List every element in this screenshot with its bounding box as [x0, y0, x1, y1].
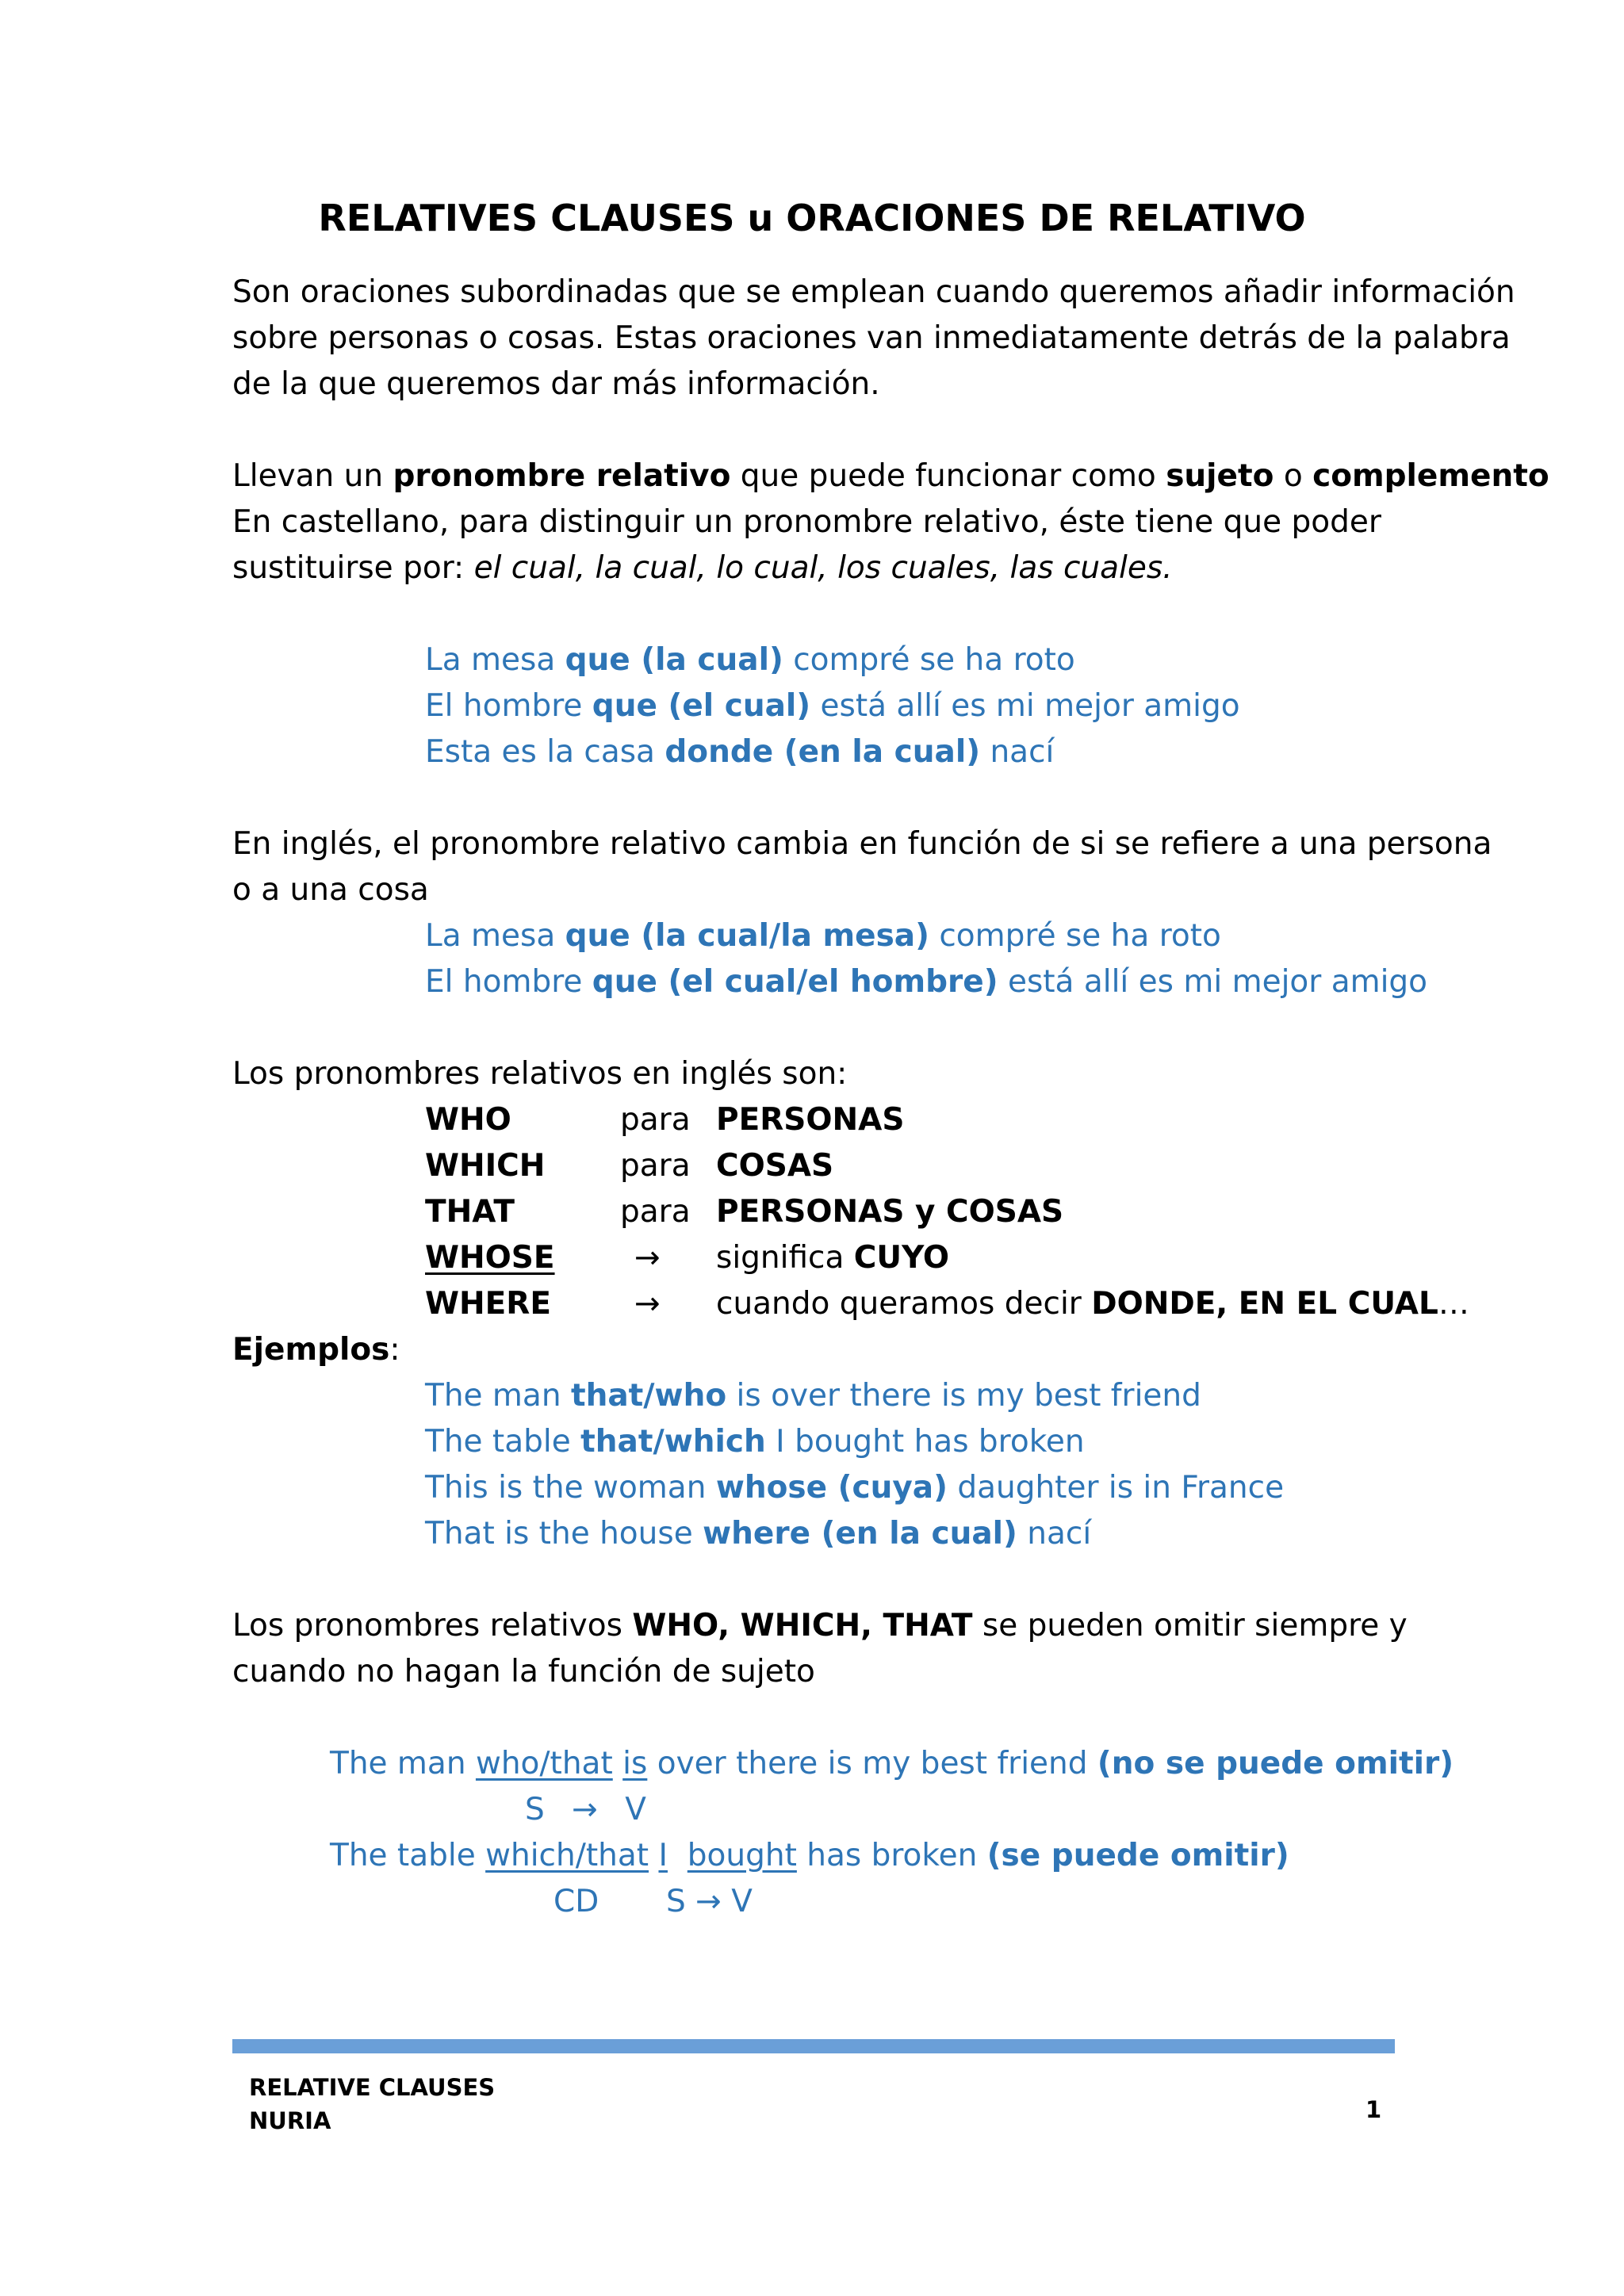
- text-run: Esta es la casa: [425, 734, 665, 770]
- bold-term: que (la cual): [565, 642, 783, 678]
- omit-example-1: [330, 1741, 1454, 1787]
- bold-term: (se puede omitir): [986, 1838, 1289, 1873]
- underlined-term: is: [622, 1746, 648, 1781]
- text-run: La mesa: [425, 642, 565, 678]
- llevan-line-3: [232, 545, 1173, 591]
- bold-term: where (en la cual): [703, 1516, 1017, 1552]
- text-run: is over there is my best friend: [726, 1378, 1201, 1414]
- text-run: está allí es mi mejor amigo: [810, 688, 1240, 724]
- page-title: RELATIVES CLAUSES u ORACIONES DE RELATIVO: [318, 197, 1306, 239]
- pronoun-which: WHICH: [425, 1148, 546, 1184]
- text-run: This is the woman: [425, 1470, 716, 1506]
- pronoun-where: WHERE: [425, 1286, 551, 1322]
- arrow-right-icon: →: [634, 1240, 661, 1276]
- text-run: [613, 1746, 622, 1781]
- bold-term: que (la cual/la mesa): [565, 918, 929, 954]
- bold-term: complemento: [1312, 458, 1549, 494]
- text-run: [649, 1838, 658, 1873]
- bold-term: donde (en la cual): [665, 734, 981, 770]
- pronoun-whose: WHOSE: [425, 1240, 555, 1276]
- text-run: I bought has broken: [765, 1424, 1085, 1460]
- omit-example-2-sv: S → V: [666, 1884, 753, 1919]
- intro-line-2: sobre personas o cosas. Estas oraciones van inmediatamente detrás de la palabra: [232, 320, 1511, 356]
- bold-term: Ejemplos: [232, 1332, 390, 1368]
- text-run: The table: [425, 1424, 581, 1460]
- text-run: over there is my best friend: [647, 1746, 1097, 1781]
- bold-term: sujeto: [1166, 458, 1274, 494]
- ingles-line-1: En inglés, el pronombre relativo cambia en función de si se refiere a una persona: [232, 826, 1492, 862]
- example-es-1: [425, 637, 1075, 683]
- text-run: has broken: [796, 1838, 987, 1873]
- bold-term: que (el cual/el hombre): [592, 964, 998, 1000]
- text-run: Llevan un: [232, 458, 393, 494]
- pronouns-intro: Los pronombres relativos en inglés son:: [232, 1056, 848, 1092]
- text-run: El hombre: [425, 688, 592, 724]
- text-run: …: [1438, 1286, 1469, 1322]
- text-run: :: [389, 1332, 400, 1368]
- ingles-line-2: o a una cosa: [232, 872, 429, 908]
- text-run: que puede funcionar como: [730, 458, 1166, 494]
- llevan-line-2: En castellano, para distinguir un pronombre relativo, éste tiene que poder: [232, 504, 1381, 540]
- arrow-right-icon: →: [634, 1286, 661, 1322]
- text-run: The man: [330, 1746, 476, 1781]
- text-run: El hombre: [425, 964, 592, 1000]
- example-en-3: [425, 1465, 1284, 1511]
- page-number: 1: [1365, 2096, 1382, 2123]
- pronoun-which-meaning: [716, 1143, 833, 1189]
- intro-line-3: de la que queremos dar más información.: [232, 366, 880, 402]
- example-es2-2: [425, 959, 1427, 1005]
- bold-term: pronombre relativo: [393, 458, 731, 494]
- text-run: sustituirse por:: [232, 550, 474, 586]
- omit-line-2: cuando no hagan la función de sujeto: [232, 1654, 815, 1689]
- text-run: está allí es mi mejor amigo: [998, 964, 1428, 1000]
- ejemplos-label: [232, 1327, 400, 1373]
- intro-line-1: Son oraciones subordinadas que se emplean cuando queremos añadir información: [232, 274, 1515, 310]
- text-run: compré se ha roto: [783, 642, 1075, 678]
- pronoun-which-para: para: [620, 1148, 691, 1184]
- footer-author: NURIA: [249, 2107, 331, 2134]
- text-run: compré se ha roto: [929, 918, 1221, 954]
- text-run: [668, 1838, 688, 1873]
- omit-line-1: [232, 1603, 1408, 1649]
- text-run: se pueden omitir siempre y: [972, 1608, 1408, 1644]
- bold-term: PERSONAS: [716, 1102, 905, 1138]
- bold-term: (no se puede omitir): [1097, 1746, 1454, 1781]
- text-run: The man: [425, 1378, 571, 1414]
- underlined-term: which/that: [485, 1838, 649, 1873]
- text-run: cuando queramos decir: [716, 1286, 1092, 1322]
- text-run: That is the house: [425, 1516, 703, 1552]
- example-es-2: [425, 683, 1240, 729]
- example-es-3: [425, 729, 1054, 775]
- pronoun-where-meaning: [716, 1281, 1469, 1327]
- bold-term: that/which: [580, 1424, 766, 1460]
- omit-example-2-cd: CD: [553, 1884, 599, 1919]
- text-run: nací: [1017, 1516, 1092, 1552]
- example-en-2: [425, 1419, 1085, 1465]
- pronoun-who-meaning: [716, 1097, 904, 1143]
- underlined-term: I: [658, 1838, 668, 1873]
- pronoun-who-para: para: [620, 1102, 691, 1138]
- text-run: La mesa: [425, 918, 565, 954]
- pronoun-whose-meaning: [716, 1235, 949, 1281]
- bold-term: COSAS: [716, 1148, 834, 1184]
- example-en-1: [425, 1373, 1201, 1419]
- example-es2-1: [425, 913, 1221, 959]
- pronoun-who: WHO: [425, 1102, 511, 1138]
- footer-title: RELATIVE CLAUSES: [249, 2074, 496, 2101]
- bold-term: WHO, WHICH, THAT: [632, 1608, 973, 1644]
- underlined-term: who/that: [475, 1746, 613, 1781]
- text-run: nací: [980, 734, 1055, 770]
- bold-term: CUYO: [853, 1240, 950, 1276]
- text-run: Los pronombres relativos: [232, 1608, 633, 1644]
- underlined-term: bought: [687, 1838, 797, 1873]
- omit-example-2: [330, 1833, 1289, 1879]
- llevan-line-1: [232, 453, 1549, 499]
- bold-term: PERSONAS y COSAS: [716, 1194, 1064, 1230]
- bold-term: whose (cuya): [715, 1470, 948, 1506]
- bold-term: que (el cual): [592, 688, 811, 724]
- italic-run: el cual, la cual, lo cual, los cuales, las cuales.: [473, 550, 1173, 586]
- example-en-4: [425, 1511, 1091, 1557]
- text-run: significa: [716, 1240, 854, 1276]
- omit-example-1-note: S → V: [525, 1792, 646, 1827]
- bold-term: that/who: [570, 1378, 727, 1414]
- text-run: daughter is in France: [947, 1470, 1285, 1506]
- text-run: o: [1274, 458, 1313, 494]
- text-run: The table: [330, 1838, 486, 1873]
- footer-divider: [232, 2039, 1395, 2053]
- bold-term: DONDE, EN EL CUAL: [1091, 1286, 1438, 1322]
- pronoun-that: THAT: [425, 1194, 515, 1230]
- pronoun-that-meaning: [716, 1189, 1063, 1235]
- pronoun-that-para: para: [620, 1194, 691, 1230]
